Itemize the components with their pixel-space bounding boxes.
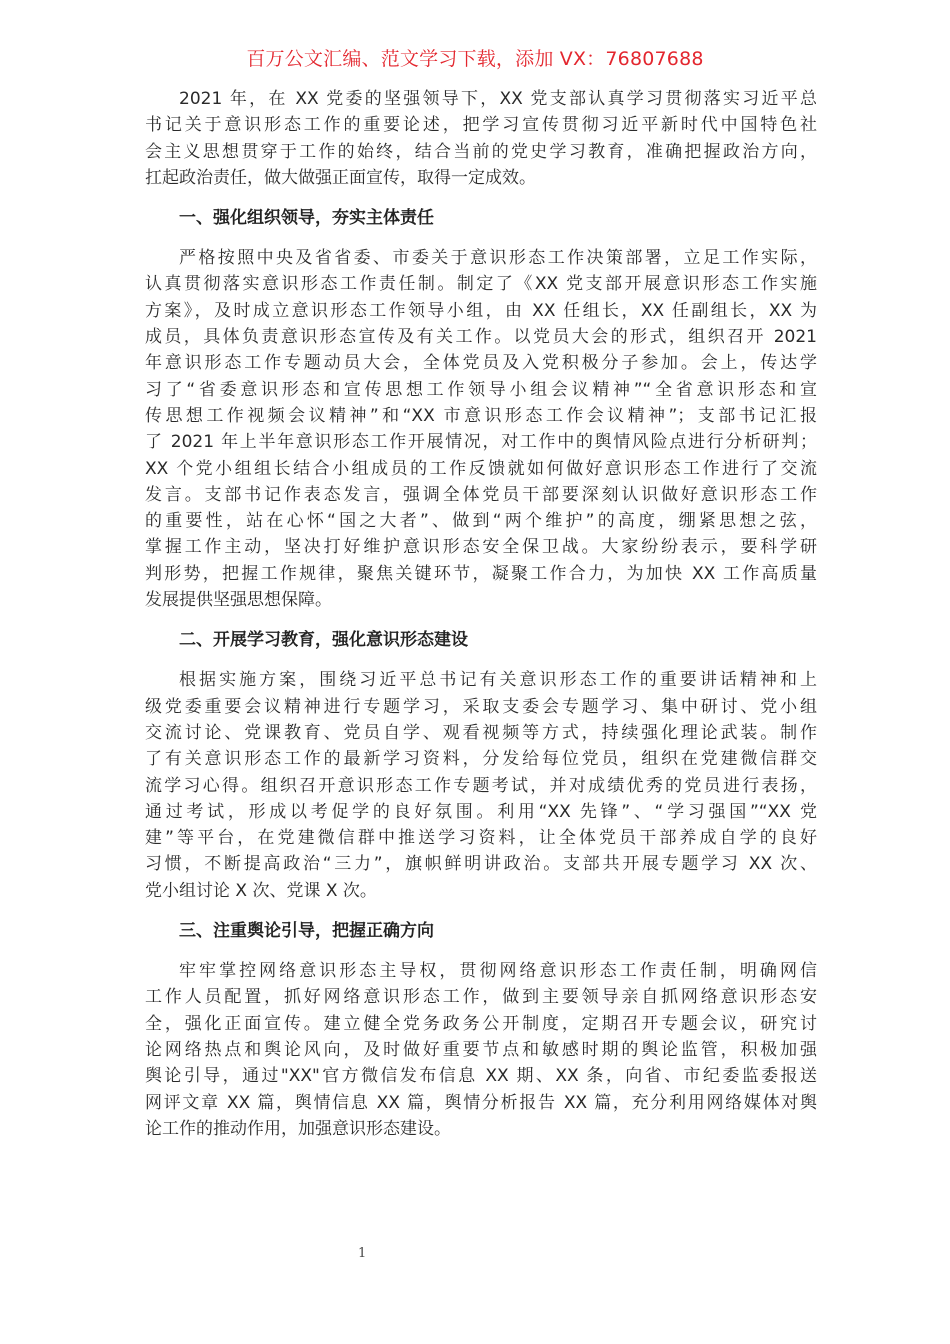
text-line: 了有关意识形态工作的最新学习资料，分发给每位党员，组织在党建微信群交 xyxy=(145,749,817,770)
text-line: 习惯，不断提高政治“三力”，旗帜鲜明讲政治。支部共开展专题学习 XX 次、 xyxy=(145,854,817,875)
section-3-paragraph xyxy=(145,958,817,1142)
text-line: 发展提供坚强思想保障。 xyxy=(145,590,332,611)
text-line: 舆论引导，通过"XX"官方微信发布信息 XX 期、XX 条，向省、市纪委监委报送 xyxy=(145,1066,817,1087)
text-line: 党小组讨论 X 次、党课 X 次。 xyxy=(145,880,377,901)
section-heading-2: 二、开展学习教育，强化意识形态建设 xyxy=(179,630,468,651)
text-line: 流学习心得。组织召开意识形态工作专题考试，并对成绩优秀的党员进行表扬， xyxy=(145,775,817,796)
text-line: 交流讨论、党课教育、党员自学、观看视频等方式，持续强化理论武装。制作 xyxy=(145,722,817,743)
section-heading-3: 三、注重舆论引导，把握正确方向 xyxy=(179,921,434,942)
text-line: XX 个党小组组长结合小组成员的工作反馈就如何做好意识形态工作进行了交流 xyxy=(145,458,817,479)
text-line: 全，强化正面宣传。建立健全党务政务公开制度，定期召开专题会议，研究讨 xyxy=(145,1013,817,1034)
text-line: 年意识形态工作专题动员大会，全体党员及入党积极分子参加。会上，传达学 xyxy=(145,353,817,374)
text-line: 工作人员配置，抓好网络意识形态工作，做到主要领导亲自抓网络意识形态安 xyxy=(145,987,817,1008)
text-line: 的重要性，站在心怀“国之大者”、做到“两个维护”的高度，绷紧思想之弦， xyxy=(145,511,817,532)
text-line: 书记关于意识形态工作的重要论述，把学习宣传贯彻习近平新时代中国特色社 xyxy=(145,115,817,136)
text-line: 论工作的推动作用，加强意识形态建设。 xyxy=(145,1118,451,1139)
text-line: 传思想工作视频会议精神”和“XX 市意识形态工作会议精神”；支部书记汇报 xyxy=(145,405,817,426)
text-line: 方案》，及时成立意识形态工作领导小组，由 XX 任组长，XX 任副组长，XX 为 xyxy=(145,300,817,321)
text-line: 成员，具体负责意识形态宣传及有关工作。以党员大会的形式，组织召开 2021 xyxy=(145,327,817,348)
text-line: 论网络热点和舆论风向，及时做好重要节点和敏感时期的舆论监管，积极加强 xyxy=(145,1039,817,1060)
text-line: 牢牢掌控网络意识形态主导权，贯彻网络意识形态工作责任制，明确网信 xyxy=(179,961,817,982)
text-line: 发言。支部书记作表态发言，强调全体党员干部要深刻认识做好意识形态工作 xyxy=(145,484,817,505)
text-line: 习了“省委意识形态和宣传思想工作领导小组会议精神”“全省意识形态和宣 xyxy=(145,379,817,400)
text-line: 建”等平台，在党建微信群中推送学习资料，让全体党员干部养成自学的良好 xyxy=(145,828,817,849)
text-line: 级党委重要会议精神进行专题学习，采取支委会专题学习、集中研讨、党小组 xyxy=(145,696,817,717)
intro-paragraph xyxy=(145,86,817,191)
section-2-paragraph xyxy=(145,667,817,904)
header-banner: 百万公文汇编、范文学习下载，添加 VX：76807688 xyxy=(246,48,704,70)
text-line: 会主义思想贯穿于工作的始终，结合当前的党史学习教育，准确把握政治方向， xyxy=(145,141,817,162)
text-line: 扛起政治责任，做大做强正面宣传，取得一定成效。 xyxy=(145,167,536,188)
section-heading-1: 一、强化组织领导，夯实主体责任 xyxy=(179,208,434,229)
section-1-paragraph xyxy=(145,245,817,613)
page-number: 1 xyxy=(358,1246,367,1261)
text-line: 判形势，把握工作规律，聚焦关键环节，凝聚工作合力，为加快 XX 工作高质量 xyxy=(145,563,817,584)
text-line: 严格按照中央及省省委、市委关于意识形态工作决策部署，立足工作实际， xyxy=(179,248,817,269)
document-body xyxy=(145,86,817,1142)
text-line: 网评文章 XX 篇，舆情信息 XX 篇，舆情分析报告 XX 篇，充分利用网络媒体对舆 xyxy=(145,1092,817,1113)
text-line: 2021 年，在 XX 党委的坚强领导下，XX 党支部认真学习贯彻落实习近平总 xyxy=(179,89,817,109)
text-line: 认真贯彻落实意识形态工作责任制。制定了《XX 党支部开展意识形态工作实施 xyxy=(145,274,817,295)
text-line: 通过考试，形成以考促学的良好氛围。利用“XX 先锋”、“学习强国”“XX 党 xyxy=(145,801,817,822)
text-line: 掌握工作主动，坚决打好维护意识形态安全保卫战。大家纷纷表示，要科学研 xyxy=(145,537,817,558)
text-line: 了 2021 年上半年意识形态工作开展情况，对工作中的舆情风险点进行分析研判； xyxy=(145,432,817,453)
text-line: 根据实施方案，围绕习近平总书记有关意识形态工作的重要讲话精神和上 xyxy=(179,670,817,691)
